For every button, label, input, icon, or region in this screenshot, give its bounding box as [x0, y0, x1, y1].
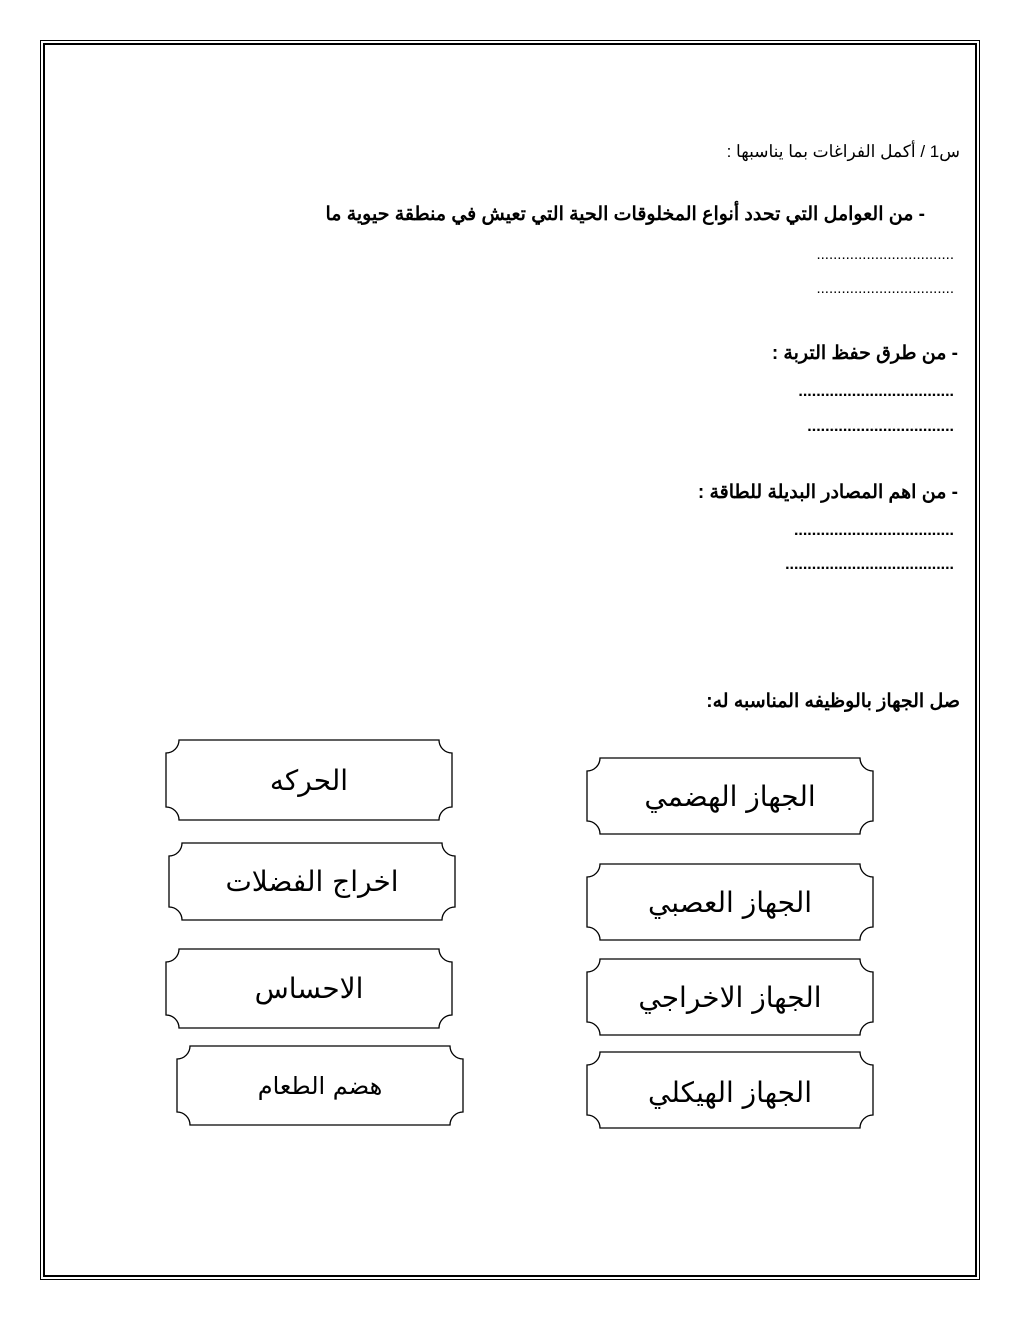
question-1-item-2-blank-2: ................................. [807, 418, 954, 435]
system-label: الجهاز الاخراجي [638, 980, 822, 1014]
question-1-item-1-blank-2: ................................. [816, 280, 954, 297]
question-1-item-2-prompt: - من طرق حفظ التربة : [771, 343, 958, 364]
function-label: اخراج الفضلات [225, 865, 399, 898]
function-label: هضم الطعام [257, 1071, 383, 1100]
function-label: الاحساس [254, 972, 364, 1005]
system-card-nervous[interactable] [586, 863, 874, 941]
function-card-movement[interactable] [165, 739, 453, 821]
question-1-header: س1 / أكمل الفراغات بما يناسبها : [726, 142, 960, 161]
matching-title: صل الجهاز بالوظيفه المناسبه له: [706, 691, 960, 712]
function-card-sensation[interactable] [165, 948, 453, 1029]
question-1-item-3-blank-1: .................................... [793, 522, 954, 539]
question-1-item-2-blank-1: ................................... [798, 383, 954, 400]
question-1-item-3-prompt: - من اهم المصادر البديلة للطاقة : [697, 482, 958, 503]
question-1-item-1-prompt: - من العوامل التي تحدد أنواع المخلوقات الحية التي تعيش في منطقة حيوية ما [325, 204, 925, 225]
system-card-skeletal[interactable] [586, 1051, 874, 1129]
function-label: الحركه [269, 763, 349, 797]
question-1-item-3-blank-2: ...................................... [785, 556, 954, 573]
system-card-excretory[interactable] [586, 958, 874, 1036]
system-card-digestive[interactable] [586, 757, 874, 835]
function-card-digestion[interactable] [176, 1045, 464, 1126]
system-label: الجهاز الهيكلي [648, 1075, 812, 1109]
system-label: الجهاز العصبي [647, 885, 813, 919]
system-label: الجهاز الهضمي [644, 779, 816, 813]
function-card-excretion[interactable] [168, 842, 456, 921]
question-1-item-1-blank-1: ................................. [816, 246, 954, 263]
